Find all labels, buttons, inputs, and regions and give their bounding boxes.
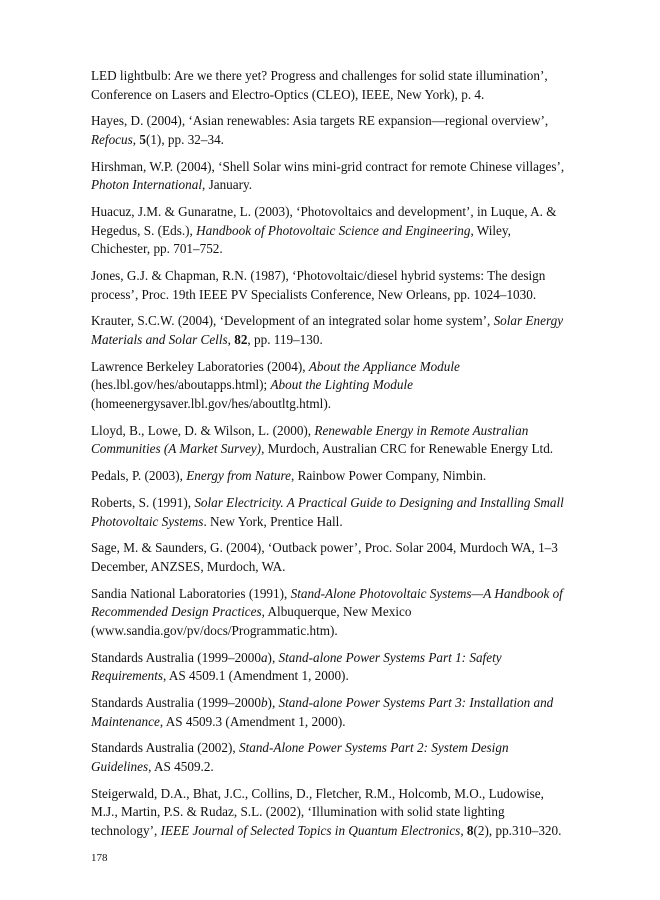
reference-text: (2), pp.310–320. [473, 822, 562, 838]
reference-text: Jones, G.J. & Chapman, R.N. (1987), ‘Photovoltaic/diesel hybrid systems: The design process’, Proc. 19th IEEE PV Specialists Conference, New Orleans, pp. 1024–1030. [91, 268, 546, 302]
reference-text: , January. [202, 177, 253, 193]
reference-text: Hayes, D. (2004), ‘Asian renewables: Asia targets RE expansion—regional overview’, [91, 113, 549, 129]
reference-text: , AS 4509.1 (Amendment 1, 2000). [163, 668, 349, 684]
reference-text: Standards Australia (2002), [91, 740, 239, 756]
reference-text: LED lightbulb: Are we there yet? Progress and challenges for solid state illumination’, Conference on Lasers and Electro-Optics (CLEO), IEEE, New York), p. 4. [91, 68, 548, 102]
reference-italic-text: About the Lighting Module [270, 377, 413, 393]
reference-entry [91, 649, 571, 686]
reference-italic-text: Photon International [91, 177, 202, 193]
reference-text: Lawrence Berkeley Laboratories (2004), [91, 358, 309, 374]
reference-bold-text: 82 [234, 331, 248, 347]
reference-text: (1), pp. 32–34. [145, 131, 224, 147]
reference-text: Krauter, S.C.W. (2004), ‘Development of an integrated solar home system’, [91, 313, 494, 329]
reference-italic-text: Solar Electricity. A Practical Guide to Designing and Installing Small Photovoltaic Systems [91, 495, 564, 529]
reference-italic-text: Refocus [91, 131, 133, 147]
reference-entry [91, 422, 571, 459]
reference-text: . New York, Prentice Hall. [203, 513, 343, 529]
reference-text: (homeenergysaver.lbl.gov/hes/aboutltg.html). [91, 395, 332, 411]
reference-text: ), [267, 695, 279, 711]
reference-italic-text: Stand-alone Power Systems Part 1: Safety Requirements [91, 649, 502, 684]
reference-text: , [227, 331, 235, 347]
reference-entry [91, 785, 571, 841]
reference-text: , AS 4509.3 (Amendment 1, 2000). [159, 713, 346, 729]
reference-text: Sage, M. & Saunders, G. (2004), ‘Outback power’, Proc. Solar 2004, Murdoch WA, 1–3 December, ANZSES, Murdoch, WA. [91, 540, 558, 574]
reference-italic-text: IEEE Journal of Selected Topics in Quantum Electronics [160, 822, 461, 838]
reference-italic-text: b [260, 695, 268, 711]
reference-entry [91, 739, 571, 776]
reference-entry [91, 203, 571, 259]
reference-entry [91, 467, 571, 486]
reference-text: Sandia National Laboratories (1991), [91, 585, 291, 601]
reference-italic-text: a [260, 649, 268, 665]
reference-text: Standards Australia (1999–2000 [91, 695, 261, 711]
reference-text: , [460, 822, 467, 838]
reference-italic-text: Solar Energy Materials and Solar Cells [91, 313, 564, 347]
reference-text: ), [267, 649, 279, 665]
reference-text: Hirshman, W.P. (2004), ‘Shell Solar wins mini-grid contract for remote Chinese villages’, [91, 158, 565, 174]
reference-text: , Wiley, Chichester, pp. 701–752. [91, 222, 511, 257]
reference-entry [91, 694, 571, 731]
reference-text: , Murdoch, Australian CRC for Renewable Energy Ltd. [261, 441, 554, 457]
reference-entry [91, 494, 571, 531]
reference-entry [91, 358, 571, 414]
reference-text: Pedals, P. (2003), [91, 468, 187, 484]
reference-italic-text: Stand-Alone Power Systems Part 2: System Design Guidelines [91, 740, 509, 774]
reference-italic-text: Handbook of Photovoltaic Science and Engineering [196, 222, 471, 238]
reference-text: , Rainbow Power Company, Nimbin. [291, 468, 487, 484]
reference-entry [91, 267, 571, 304]
reference-entry [91, 312, 571, 349]
reference-italic-text: Energy from Nature [186, 468, 292, 484]
reference-text: , [132, 131, 140, 147]
reference-entry [91, 112, 571, 149]
reference-italic-text: Renewable Energy in Remote Australian Communities (A Market Survey) [91, 422, 529, 457]
reference-bold-text: 8 [466, 822, 474, 838]
reference-entry [91, 539, 571, 576]
reference-italic-text: Stand-Alone Photovoltaic Systems—A Handbook of Recommended Design Practices [91, 585, 563, 620]
reference-text: Lloyd, B., Lowe, D. & Wilson, L. (2000), [91, 422, 315, 438]
reference-entry [91, 67, 571, 104]
reference-bold-text: 5 [139, 131, 146, 147]
reference-text: Standards Australia (1999–2000 [91, 649, 261, 665]
reference-text: Roberts, S. (1991), [91, 495, 195, 511]
reference-text: , pp. 119–130. [247, 331, 323, 347]
reference-entry [91, 158, 571, 195]
reference-text: , AS 4509.2. [148, 758, 214, 774]
reference-list [91, 67, 571, 849]
page-number: 178 [91, 852, 108, 864]
reference-text: Huacuz, J.M. & Gunaratne, L. (2003), ‘Photovoltaics and development’, in Luque, A. & Hegedus, S. (Eds.), [91, 204, 557, 238]
reference-text: (hes.lbl.gov/hes/aboutapps.html); [91, 377, 271, 393]
reference-italic-text: About the Appliance Module [308, 358, 460, 374]
reference-italic-text: Stand-alone Power Systems Part 3: Installation and Maintenance [91, 695, 554, 729]
reference-entry [91, 585, 571, 641]
reference-text: Steigerwald, D.A., Bhat, J.C., Collins, D., Fletcher, R.M., Holcomb, M.O., Ludowise, M.J., Martin, P.S. & Rudaz, S.L. (2002), ‘Illumination with solid state lighting technology’, [91, 785, 544, 838]
reference-text: , Albuquerque, New Mexico (www.sandia.gov/pv/docs/Programmatic.htm). [91, 604, 412, 638]
